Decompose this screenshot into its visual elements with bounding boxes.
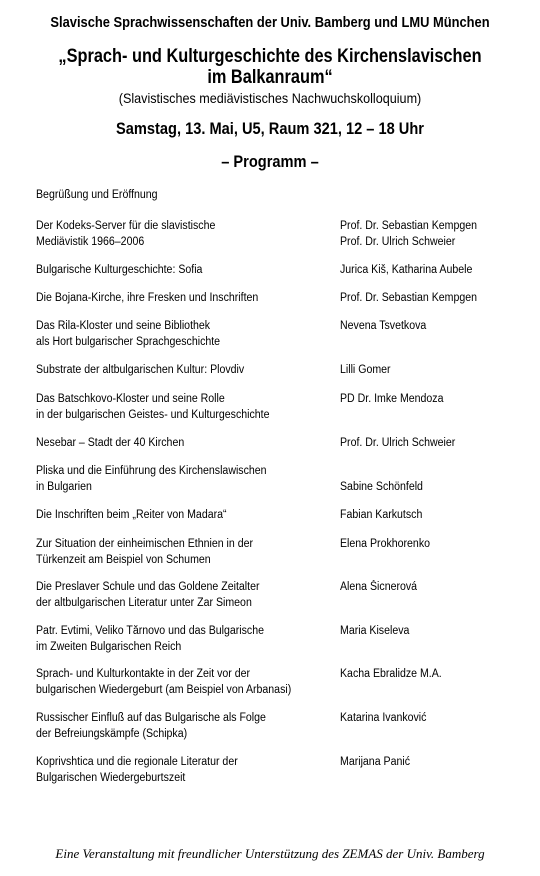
talk-title-line: Das Batschkovo-Kloster und seine Rolle [36, 393, 225, 405]
talk-title-line: Bulgarische Kulturgeschichte: Sofia [36, 264, 203, 276]
speaker-line: Jurica Kiš, Katharina Aubele [340, 264, 473, 276]
talk-speakers [340, 219, 524, 250]
talk-speakers [340, 291, 524, 307]
talk-title-line: Bulgarischen Wiedergeburtszeit [36, 771, 186, 784]
talk-title [36, 392, 312, 423]
talk-title [36, 263, 312, 279]
speaker-line: Nevena Tsvetkova [340, 320, 427, 332]
talk-title [36, 711, 312, 742]
talk-title-line: Substrate der altbulgarischen Kultur: Plovdiv [36, 364, 245, 376]
talk-speakers [340, 363, 524, 379]
event-title [38, 46, 502, 88]
talk-title-line: Zur Situation der einheimischen Ethnien in der [36, 538, 254, 550]
talk-title-line: Patr. Evtimi, Veliko Tărnovo und das Bulgarische [36, 625, 264, 637]
event-title-line-1: „Sprach- und Kulturgeschichte des Kirchenslavischen [58, 46, 482, 67]
program-heading: – Programm – [221, 152, 319, 171]
talk-title-line: im Zweiten Bulgarischen Reich [36, 640, 182, 653]
talk-title-line: der Befreiungskämpfe (Schipka) [36, 727, 188, 740]
talk-title-line: der altbulgarischen Literatur unter Zar Simeon [36, 596, 252, 609]
talk-title-line: in Bulgarien [36, 480, 92, 493]
talk-title [36, 755, 312, 786]
talk-speakers [340, 537, 524, 553]
talk-title-line: Sprach- und Kulturkontakte in der Zeit vor der [36, 668, 251, 680]
talk-speakers [340, 711, 524, 727]
speaker-line: Prof. Dr. Ulrich Schweier [340, 235, 456, 248]
talk-title-line: Die Bojana-Kirche, ihre Fresken und Inschriften [36, 292, 259, 304]
talk-title-line: in der bulgarischen Geistes- und Kulturgeschichte [36, 408, 270, 421]
talk-title-line: Koprivshtica und die regionale Literatur der [36, 756, 238, 768]
talk-title-line: Mediävistik 1966–2006 [36, 235, 145, 248]
talk-speakers [340, 263, 524, 279]
talk-title [36, 319, 312, 350]
speaker-line: Elena Prokhorenko [340, 538, 430, 550]
speaker-line: Prof. Dr. Ulrich Schweier [340, 437, 456, 449]
talk-title [36, 667, 312, 698]
talk-speakers [340, 624, 524, 640]
talk-title-line: als Hort bulgarischer Sprachgeschichte [36, 335, 221, 348]
talk-title-line: bulgarischen Wiedergeburt (am Beispiel von Arbanasi) [36, 683, 292, 696]
speaker-line: Prof. Dr. Sebastian Kempgen [340, 220, 478, 232]
talk-title-line: Das Rila-Kloster und seine Bibliothek [36, 320, 211, 332]
speaker-line: Sabine Schönfeld [340, 480, 423, 493]
talk-title-line: Pliska und die Einführung des Kirchenslawischen [36, 465, 267, 477]
talk-speakers [340, 436, 524, 452]
talk-title [36, 363, 312, 379]
speaker-line: Marijana Panić [340, 756, 410, 768]
talk-speakers [340, 580, 524, 596]
talk-title [36, 291, 312, 307]
speaker-line: Maria Kiseleva [340, 625, 410, 637]
talk-title [36, 219, 312, 250]
speaker-line: Katarina Ivanković [340, 712, 427, 724]
speaker-line: PD Dr. Imke Mendoza [340, 393, 444, 405]
event-date: Samstag, 13. Mai, U5, Raum 321, 12 – 18 Uhr [116, 119, 424, 138]
talk-title-line: Begrüßung und Eröffnung [36, 189, 158, 201]
talk-title [36, 464, 312, 495]
talk-speakers [340, 392, 524, 408]
footer-note: Eine Veranstaltung mit freundlicher Unterstützung des ZEMAS der Univ. Bamberg [55, 846, 485, 861]
talk-title-line: Die Preslaver Schule und das Goldene Zeitalter [36, 581, 260, 593]
talk-title-line: Türkenzeit am Beispiel von Schumen [36, 553, 211, 566]
talk-title [36, 580, 312, 611]
speaker-line: Prof. Dr. Sebastian Kempgen [340, 292, 478, 304]
talk-title-line: Nesebar – Stadt der 40 Kirchen [36, 437, 185, 449]
speaker-line: Fabian Karkutsch [340, 509, 423, 521]
talk-speakers [340, 508, 524, 524]
talk-title-line: Russischer Einfluß auf das Bulgarische als Folge [36, 712, 266, 724]
talk-speakers [340, 319, 524, 335]
event-title-line-2: im Balkanraum“ [207, 67, 333, 88]
talk-title-line: Der Kodeks-Server für die slavistische [36, 220, 216, 232]
talk-title [36, 188, 312, 204]
talk-speakers [340, 464, 524, 495]
talk-title [36, 537, 312, 568]
talk-speakers [340, 755, 524, 771]
event-subtitle: (Slavistisches mediävistisches Nachwuchskolloquium) [118, 90, 422, 106]
talk-title [36, 508, 312, 524]
talk-title [36, 436, 312, 452]
speaker-line [340, 464, 524, 480]
speaker-line: Alena Šicnerová [340, 581, 418, 593]
talk-title-line: Die Inschriften beim „Reiter von Madara“ [36, 509, 227, 521]
talk-title [36, 624, 312, 655]
organizer-line: Slavische Sprachwissenschaften der Univ. Bamberg und LMU München [50, 14, 490, 31]
talk-speakers [340, 667, 524, 683]
speaker-line: Kacha Ebralidze M.A. [340, 668, 442, 680]
speaker-line: Lilli Gomer [340, 364, 391, 376]
